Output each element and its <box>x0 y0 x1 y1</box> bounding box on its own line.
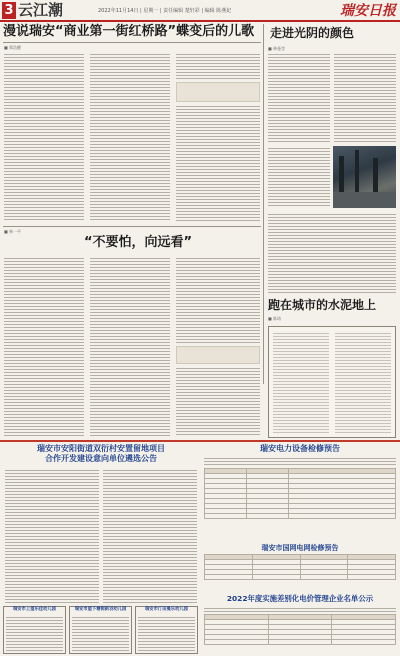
article3-title: 走进光阴的颜色 <box>270 26 355 40</box>
quote-box <box>176 346 260 364</box>
page-number: 3 <box>2 2 16 19</box>
divider <box>3 42 261 43</box>
notice4-title: 2022年度实施差别化电价管理企业名单公示 <box>226 594 374 603</box>
article2-title: “不要怕，向远看” <box>84 235 193 250</box>
article2-column-3b <box>176 366 260 436</box>
notice1-body-right <box>103 468 197 604</box>
article3-column-1 <box>268 52 330 142</box>
ads-divider <box>0 440 400 442</box>
article3-body <box>268 212 396 294</box>
small1-title: 瑞安市上望乐佳幼儿园 <box>13 607 56 612</box>
notice2-title: 瑞安电力设备检修预告 <box>260 444 340 453</box>
small2-title: 瑞安市望下塘街新羽幼儿园 <box>74 607 127 612</box>
notice3 <box>202 543 398 591</box>
divider <box>3 226 261 227</box>
byline: ■ 林一平 <box>4 229 22 234</box>
article2-column-3 <box>176 256 260 344</box>
small-notice-3 <box>135 606 198 654</box>
small-notice-2 <box>69 606 132 654</box>
article1-column-3b <box>176 104 260 222</box>
article1-headline-box <box>3 24 261 42</box>
small3-title: 瑞安市汀田曼乐幼儿园 <box>145 607 188 612</box>
notice2-intro <box>204 456 396 466</box>
article1-column-2 <box>90 52 170 222</box>
article2-column-2 <box>90 256 170 436</box>
article1-column-1 <box>4 52 84 222</box>
byline: ■ 林曼莹 <box>268 46 286 51</box>
article2-column-1 <box>4 256 84 436</box>
byline: ■ 郑浩醒 <box>4 45 22 50</box>
article3-column-3 <box>268 146 330 206</box>
notice1 <box>3 444 199 604</box>
notice4-table <box>204 614 396 645</box>
small-notice-1 <box>3 606 66 654</box>
article4-title: 跑在城市的水泥地上 <box>268 298 377 312</box>
outage-table <box>204 468 396 519</box>
notice2 <box>202 444 398 540</box>
paper-logo: 瑞安日报 <box>340 3 396 19</box>
notice1-title-line1: 瑞安市安阳街道双衍村安置留地项目 <box>37 444 165 453</box>
notice4 <box>202 594 398 654</box>
notice4-intro <box>204 606 396 612</box>
notice1-body-left <box>5 468 99 604</box>
byline: ■ 陈琦 <box>268 316 282 321</box>
masthead <box>0 0 400 22</box>
article1-column-3 <box>176 52 260 80</box>
section-title: 云江潮 <box>18 1 64 19</box>
article1-title: 漫说瑞安“商业第一街红桥路”蝶变后的儿歌 <box>3 24 255 39</box>
pull-quote <box>176 82 260 102</box>
notice3-title: 瑞安市国网电网检修预告 <box>261 544 339 552</box>
article3-column-2 <box>334 52 396 142</box>
notice3-table <box>204 554 396 580</box>
poem-box <box>268 326 396 438</box>
column-divider <box>263 24 264 384</box>
date-line: 2022年11月14日 | 星期一 | 责任编辑 楚轩彩 | 编辑 陈燕妃 <box>98 8 232 14</box>
city-photo <box>333 146 396 208</box>
notice1-title-line2: 合作开发建设意向单位遴选公告 <box>45 454 157 463</box>
